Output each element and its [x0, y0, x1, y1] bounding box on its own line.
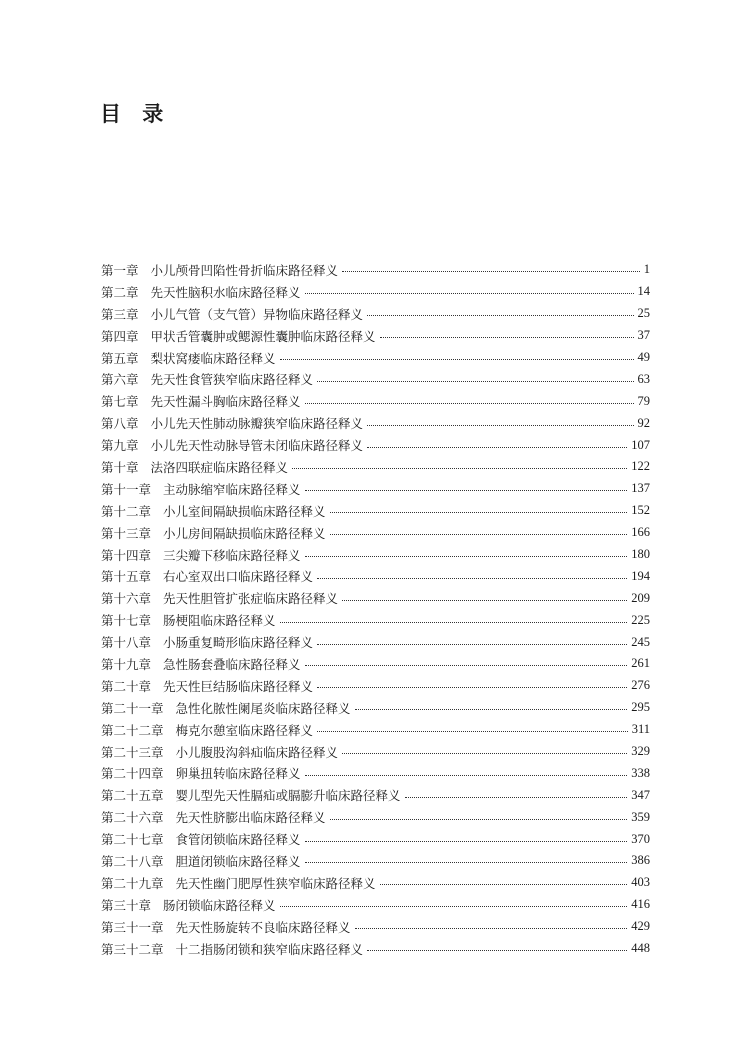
toc-chapter-number: 第二十七章 [101, 832, 164, 848]
toc-chapter-title: 小儿腹股沟斜疝临床路径释义 [175, 744, 339, 760]
toc-page-number: 63 [637, 371, 650, 386]
toc-chapter-number: 第十三章 [101, 525, 152, 541]
toc-dot-leader [380, 337, 634, 338]
toc-page-number: 166 [631, 525, 650, 540]
toc-chapter-number: 第二十六章 [101, 810, 164, 826]
toc-entry[interactable] [101, 303, 650, 325]
toc-chapter-title: 先天性巨结肠临床路径释义 [163, 678, 314, 694]
toc-page-number: 79 [637, 393, 650, 408]
toc-page-number: 245 [631, 634, 650, 649]
toc-dot-leader [317, 644, 627, 645]
toc-chapter-number: 第五章 [101, 350, 139, 366]
toc-page-number: 448 [631, 941, 650, 956]
toc-page-number: 311 [631, 722, 650, 737]
toc-chapter-title: 卵巢扭转临床路径释义 [175, 766, 301, 782]
toc-chapter-number: 第三十章 [101, 897, 152, 913]
toc-dot-leader [355, 928, 628, 929]
toc-chapter-number: 第二十五章 [101, 788, 164, 804]
toc-chapter-title: 先天性漏斗胸临床路径释义 [150, 394, 301, 410]
toc-entry[interactable] [101, 894, 650, 916]
toc-page-number: 429 [631, 919, 650, 934]
toc-dot-leader [292, 468, 627, 469]
toc-chapter-title: 小儿先天性肺动脉瓣狭窄临床路径释义 [150, 416, 364, 432]
toc-dot-leader [367, 950, 627, 951]
toc-dot-leader [367, 425, 633, 426]
toc-page-number: 194 [631, 568, 650, 583]
toc-chapter-number: 第十五章 [101, 569, 152, 585]
toc-page-number: 49 [637, 350, 650, 364]
table-of-contents [101, 259, 650, 960]
toc-chapter-title: 甲状舌管囊肿或鳃源性囊肿临床路径释义 [150, 328, 376, 344]
toc-page-number: 209 [631, 590, 650, 605]
toc-chapter-number: 第二十三章 [101, 744, 164, 760]
toc-chapter-title: 急性化脓性阑尾炎临床路径释义 [175, 700, 351, 716]
toc-entry[interactable] [101, 697, 650, 719]
toc-dot-leader [280, 359, 634, 360]
toc-chapter-number: 第十八章 [101, 635, 152, 651]
toc-dot-leader [305, 293, 634, 294]
toc-entry[interactable] [101, 631, 650, 653]
toc-entry[interactable] [101, 347, 650, 369]
toc-page-number: 416 [631, 897, 650, 912]
toc-entry[interactable] [101, 325, 650, 347]
toc-chapter-title: 三尖瓣下移临床路径释义 [163, 547, 301, 563]
toc-chapter-number: 第三十一章 [101, 919, 164, 935]
toc-page-number: 14 [637, 284, 650, 299]
toc-chapter-title: 右心室双出口临床路径释义 [163, 569, 314, 585]
toc-dot-leader [305, 665, 628, 666]
toc-dot-leader [342, 271, 640, 272]
toc-page-number: 370 [631, 831, 650, 846]
toc-entry[interactable] [101, 390, 650, 412]
toc-entry[interactable] [101, 434, 650, 456]
toc-chapter-title: 小儿先天性动脉导管未闭临床路径释义 [150, 438, 364, 454]
toc-chapter-number: 第一章 [101, 262, 139, 278]
toc-page-number: 107 [631, 437, 650, 452]
toc-entry[interactable] [101, 522, 650, 544]
toc-dot-leader [367, 315, 633, 316]
toc-page-number: 403 [631, 875, 650, 890]
toc-page-number: 180 [631, 547, 650, 562]
toc-page-number: 329 [631, 744, 650, 759]
toc-chapter-title: 先天性食管狭窄临床路径释义 [150, 372, 314, 388]
toc-chapter-title: 十二指肠闭锁和狭窄临床路径释义 [175, 941, 364, 957]
toc-page-number: 225 [631, 612, 650, 627]
toc-chapter-title: 小儿室间隔缺损临床路径释义 [163, 503, 326, 519]
toc-chapter-number: 第二十九章 [101, 875, 164, 891]
toc-dot-leader [330, 534, 628, 535]
toc-chapter-number: 第二十二章 [101, 722, 164, 738]
toc-page-number: 359 [631, 809, 650, 824]
toc-page-number: 152 [631, 503, 650, 518]
toc-chapter-number: 第二十四章 [101, 766, 164, 782]
toc-chapter-number: 第六章 [101, 372, 139, 388]
toc-chapter-title: 先天性幽门肥厚性狭窄临床路径释义 [175, 875, 376, 891]
toc-dot-leader [305, 490, 628, 491]
toc-chapter-number: 第十六章 [101, 591, 152, 607]
toc-entry[interactable] [101, 741, 650, 763]
toc-dot-leader [367, 447, 627, 448]
toc-dot-leader [317, 578, 627, 579]
toc-chapter-number: 第二十章 [101, 678, 152, 694]
toc-dot-leader [342, 600, 627, 601]
toc-chapter-title: 小肠重复畸形临床路径释义 [163, 635, 314, 651]
toc-entry[interactable] [101, 412, 650, 434]
toc-chapter-title: 小儿气管（支气管）异物临床路径释义 [150, 306, 364, 322]
toc-entry[interactable] [101, 500, 650, 522]
page-title: 目 录 [100, 102, 171, 126]
toc-dot-leader [317, 731, 628, 732]
toc-entry[interactable] [101, 544, 650, 566]
toc-entry[interactable] [101, 281, 650, 303]
toc-chapter-number: 第十九章 [101, 656, 152, 672]
toc-entry[interactable] [101, 762, 650, 784]
toc-entry[interactable] [101, 806, 650, 828]
toc-entry[interactable] [101, 916, 650, 938]
toc-entry[interactable] [101, 587, 650, 609]
toc-page-number: 92 [637, 415, 650, 430]
toc-entry[interactable] [101, 259, 650, 281]
toc-chapter-title: 食管闭锁临床路径释义 [175, 832, 301, 848]
toc-entry[interactable] [101, 478, 650, 500]
toc-dot-leader [280, 622, 628, 623]
toc-chapter-number: 第十二章 [101, 503, 152, 519]
toc-entry[interactable] [101, 828, 650, 850]
toc-chapter-number: 第十一章 [101, 481, 152, 497]
toc-chapter-title: 法洛四联症临床路径释义 [150, 459, 289, 475]
toc-chapter-title: 小儿房间隔缺损临床路径释义 [163, 525, 326, 541]
toc-chapter-title: 先天性脑积水临床路径释义 [150, 284, 301, 300]
toc-chapter-title: 胆道闭锁临床路径释义 [175, 853, 301, 869]
toc-entry[interactable] [101, 565, 650, 587]
toc-chapter-number: 第二十一章 [101, 700, 164, 716]
toc-dot-leader [317, 381, 633, 382]
toc-chapter-title: 先天性脐膨出临床路径释义 [175, 810, 326, 826]
toc-entry[interactable] [101, 784, 650, 806]
toc-chapter-number: 第七章 [101, 394, 139, 410]
toc-dot-leader [280, 906, 628, 907]
toc-page-number: 295 [631, 700, 650, 715]
toc-dot-leader [330, 512, 628, 513]
toc-chapter-title: 先天性肠旋转不良临床路径释义 [175, 919, 351, 935]
toc-chapter-title: 梅克尔憩室临床路径释义 [175, 722, 314, 738]
toc-page-number: 1 [643, 262, 650, 277]
toc-chapter-title: 急性肠套叠临床路径释义 [163, 656, 301, 672]
toc-chapter-title: 肠闭锁临床路径释义 [163, 897, 276, 913]
toc-entry[interactable] [101, 850, 650, 872]
toc-chapter-number: 第十七章 [101, 613, 152, 629]
toc-dot-leader [342, 753, 627, 754]
toc-chapter-number: 第三章 [101, 306, 139, 322]
toc-chapter-title: 主动脉缩窄临床路径释义 [163, 481, 301, 497]
toc-chapter-number: 第三十二章 [101, 941, 164, 957]
toc-dot-leader [330, 819, 628, 820]
toc-dot-leader [355, 709, 628, 710]
toc-page-number: 386 [631, 853, 650, 868]
toc-dot-leader [305, 862, 628, 863]
toc-chapter-number: 第九章 [101, 438, 139, 454]
toc-entry[interactable] [101, 368, 650, 390]
toc-chapter-number: 第十章 [101, 459, 139, 475]
toc-chapter-number: 第八章 [101, 416, 139, 432]
toc-page-number: 37 [637, 328, 650, 343]
toc-entry[interactable] [101, 938, 650, 960]
toc-entry[interactable] [101, 675, 650, 697]
toc-page-number: 338 [631, 765, 650, 780]
toc-chapter-number: 第二章 [101, 284, 139, 300]
toc-page-number: 137 [631, 481, 650, 496]
toc-dot-leader [305, 403, 634, 404]
toc-chapter-number: 第二十八章 [101, 853, 164, 869]
toc-entry[interactable] [101, 609, 650, 631]
toc-dot-leader [380, 884, 628, 885]
toc-dot-leader [317, 687, 627, 688]
toc-dot-leader [305, 775, 628, 776]
toc-page-number: 122 [631, 459, 650, 474]
toc-chapter-title: 先天性胆管扩张症临床路径释义 [163, 591, 339, 607]
toc-chapter-title: 梨状窝瘘临床路径释义 [150, 350, 276, 366]
toc-chapter-title: 肠梗阻临床路径释义 [163, 613, 276, 629]
toc-chapter-title: 小儿颅骨凹陷性骨折临床路径释义 [150, 262, 339, 278]
toc-page-number: 276 [631, 678, 650, 693]
toc-chapter-number: 第十四章 [101, 547, 152, 563]
toc-entry[interactable] [101, 456, 650, 478]
toc-chapter-title: 婴儿型先天性膈疝或膈膨升临床路径释义 [175, 788, 401, 804]
toc-entry[interactable] [101, 719, 650, 741]
toc-dot-leader [305, 556, 628, 557]
toc-page-number: 25 [637, 306, 650, 321]
toc-dot-leader [405, 797, 628, 798]
toc-entry[interactable] [101, 653, 650, 675]
toc-dot-leader [305, 841, 628, 842]
toc-page-number: 347 [631, 787, 650, 802]
toc-page-number: 261 [631, 656, 650, 671]
toc-chapter-number: 第四章 [101, 328, 139, 344]
toc-entry[interactable] [101, 872, 650, 894]
